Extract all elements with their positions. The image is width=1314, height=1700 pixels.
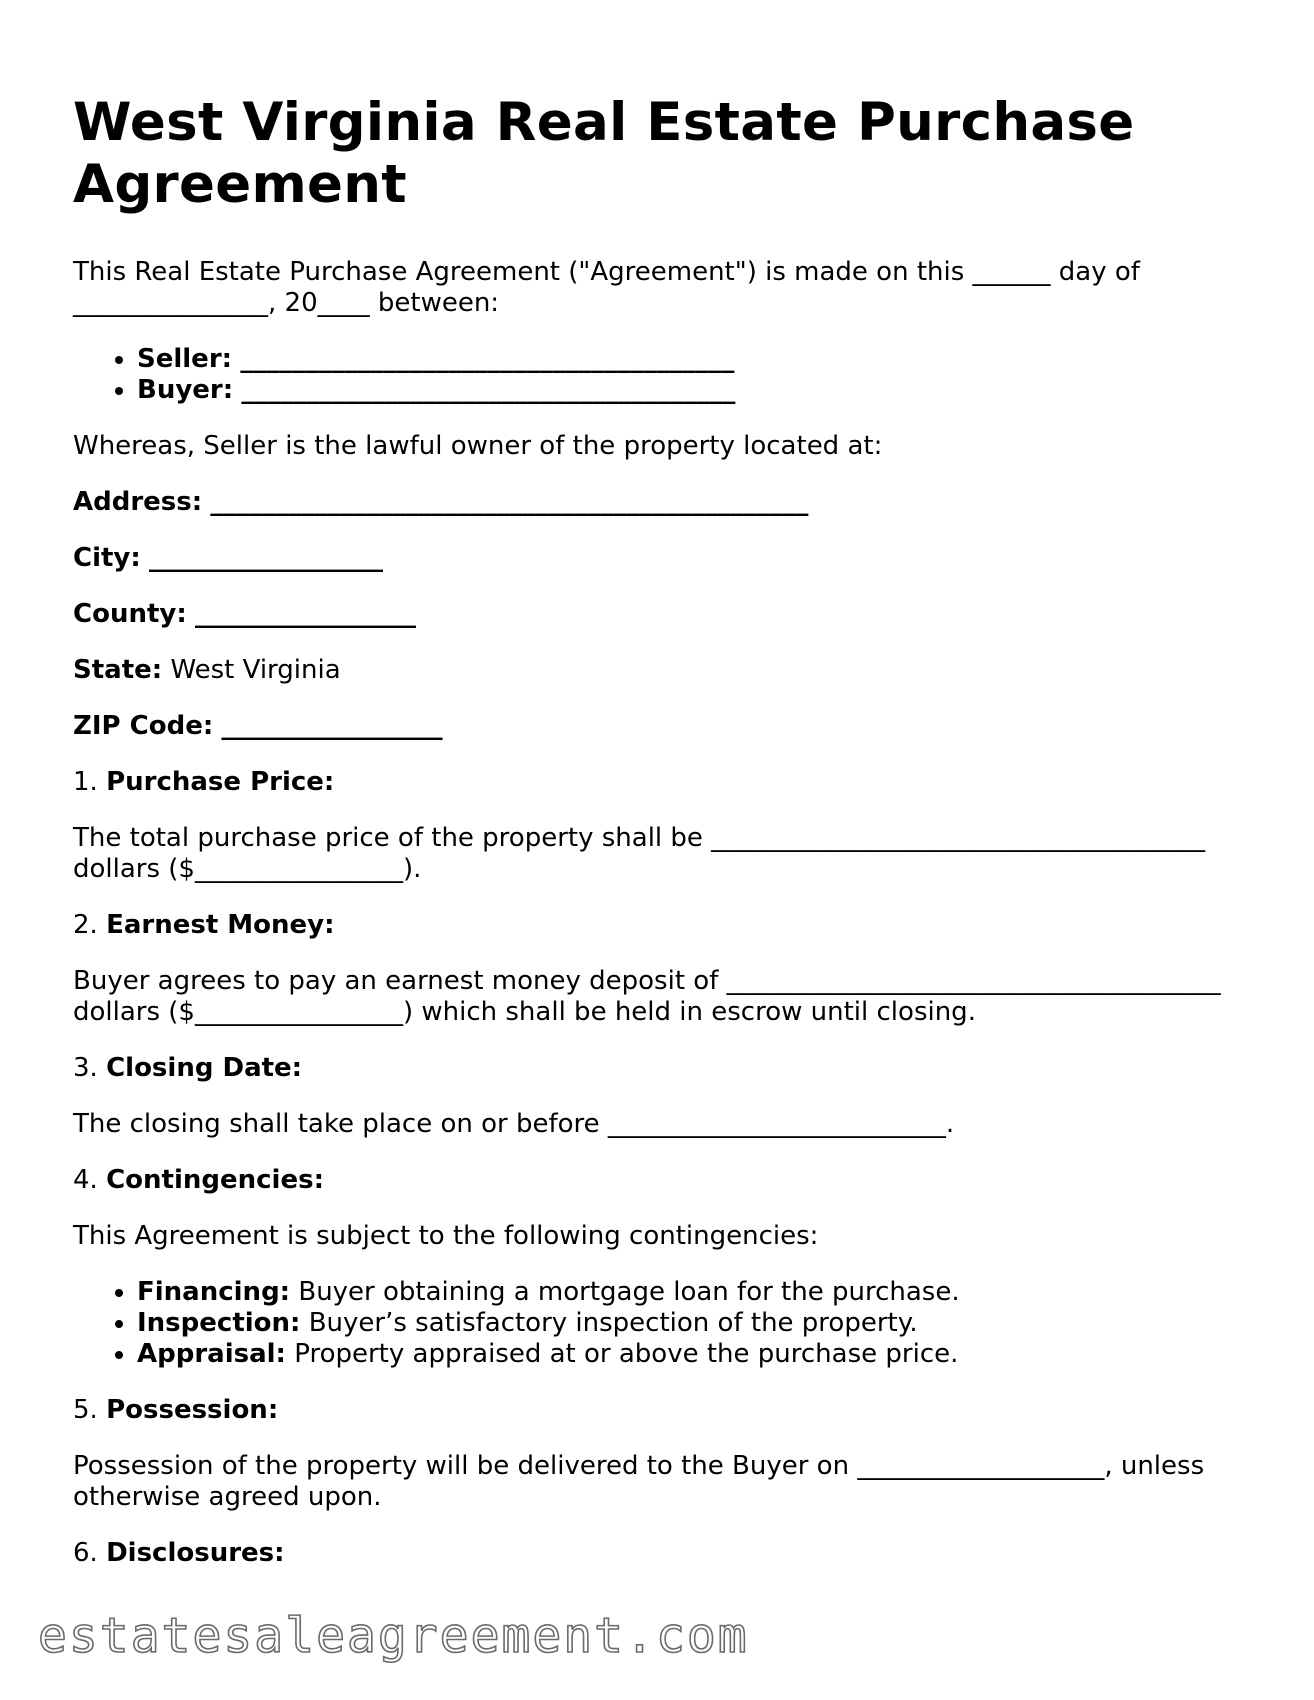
county-blank: _________________ <box>195 599 417 629</box>
list-item <box>137 375 1253 406</box>
watermark-text: estatesaleagreement.com <box>38 1608 749 1664</box>
city-label: City: <box>73 543 141 573</box>
zip-label: ZIP Code: <box>73 711 214 741</box>
section-heading-earnest-money <box>73 910 1253 941</box>
section-number: 6. <box>73 1538 98 1568</box>
section-number: 5. <box>73 1395 98 1425</box>
address-blank: ______________________________________________ <box>210 487 809 517</box>
section-number: 1. <box>73 767 98 797</box>
city-line <box>73 543 1253 574</box>
purchase-price-text: The total purchase price of the property shall be ______________________________________ dollars ($________________). <box>73 823 1206 884</box>
section-title: Contingencies: <box>106 1165 324 1195</box>
buyer-blank: ______________________________________ <box>241 375 736 405</box>
section-number: 4. <box>73 1165 98 1195</box>
section-title: Possession: <box>106 1395 279 1425</box>
page-title: West Virginia Real Estate Purchase Agreement <box>73 92 1135 215</box>
earnest-money-text: Buyer agrees to pay an earnest money deposit of ______________________________________ dollars ($________________) which shall be held in escrow until closing. <box>73 966 1221 1027</box>
section-title: Disclosures: <box>106 1538 285 1568</box>
seller-label: Seller: <box>137 344 233 374</box>
section-heading-purchase-price <box>73 767 1253 798</box>
contingency-text: Property appraised at or above the purchase price. <box>294 1339 959 1369</box>
state-value: West Virginia <box>170 655 341 685</box>
section-heading-disclosures <box>73 1538 1253 1569</box>
contingency-label: Inspection: <box>137 1308 301 1338</box>
section-title: Earnest Money: <box>106 910 335 940</box>
list-item <box>137 1339 1253 1370</box>
zip-blank: _________________ <box>221 711 443 741</box>
parties-list <box>73 344 1253 406</box>
contingency-text: Buyer obtaining a mortgage loan for the purchase. <box>298 1277 960 1307</box>
county-line <box>73 599 1253 630</box>
county-label: County: <box>73 599 187 629</box>
contingency-text: Buyer’s satisfactory inspection of the property. <box>308 1308 918 1338</box>
contingencies-list <box>73 1277 1253 1370</box>
list-item <box>137 344 1253 375</box>
list-item <box>137 1308 1253 1339</box>
possession-text: Possession of the property will be delivered to the Buyer on ___________________, unless otherwise agreed upon. <box>73 1451 1205 1512</box>
state-label: State: <box>73 655 163 685</box>
zip-line <box>73 711 1253 742</box>
state-line <box>73 655 1253 686</box>
buyer-label: Buyer: <box>137 375 234 405</box>
list-item <box>137 1277 1253 1308</box>
section-heading-possession <box>73 1395 1253 1426</box>
section-number: 2. <box>73 910 98 940</box>
section-number: 3. <box>73 1053 98 1083</box>
contingency-label: Appraisal: <box>137 1339 286 1369</box>
city-blank: __________________ <box>149 543 384 573</box>
address-line <box>73 487 1253 518</box>
address-label: Address: <box>73 487 203 517</box>
contingency-label: Financing: <box>137 1277 291 1307</box>
section-title: Purchase Price: <box>106 767 335 797</box>
section-heading-contingencies <box>73 1165 1253 1196</box>
contingencies-text: This Agreement is subject to the following contingencies: <box>73 1221 819 1251</box>
section-heading-closing-date <box>73 1053 1253 1084</box>
section-title: Closing Date: <box>106 1053 303 1083</box>
whereas-paragraph: Whereas, Seller is the lawful owner of the property located at: <box>73 431 883 461</box>
intro-paragraph: This Real Estate Purchase Agreement ("Agreement") is made on this ______ day of _______________, 20____ between: <box>73 257 1140 318</box>
document-page <box>73 92 1253 1594</box>
closing-date-text: The closing shall take place on or before __________________________. <box>73 1109 955 1139</box>
seller-blank: ______________________________________ <box>240 344 735 374</box>
